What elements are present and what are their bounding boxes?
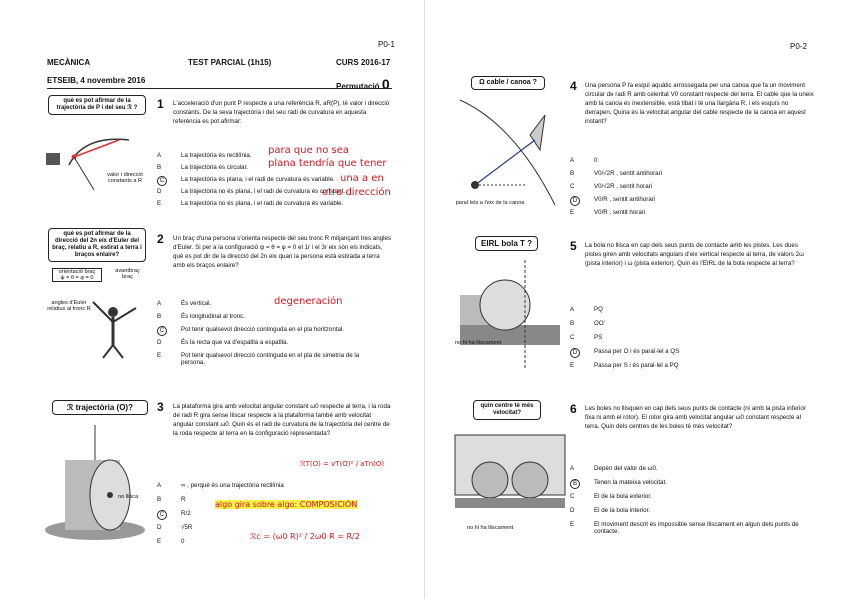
question-1-option-b[interactable]: B La trajectòria és circular. xyxy=(157,164,249,171)
question-4-option-a[interactable]: A 0 xyxy=(570,157,598,164)
wheel-center xyxy=(107,492,113,498)
question-2-fig-label-1: orientació braç ψ = θ = φ = 0 xyxy=(52,268,102,282)
question-1-figure xyxy=(44,125,154,195)
question-1-fig-label: valor i direcció constants a R xyxy=(107,172,143,184)
test-title: TEST PARCIAL (1h15) xyxy=(188,58,272,67)
question-4-fig-label: paral·lels a l'eix de la canoa xyxy=(455,200,525,206)
question-1-option-a[interactable]: A La trajectòria és rectilínia. xyxy=(157,152,252,159)
question-2-fig-label-3: angles d'Euler relatius al tronc R xyxy=(47,300,91,312)
question-5-option-c[interactable]: C PS xyxy=(570,334,603,341)
canoa-shape xyxy=(530,115,545,150)
outer-ball xyxy=(472,462,508,498)
course-year: CURS 2016-17 xyxy=(336,58,391,67)
lower-track xyxy=(455,498,565,508)
canoa-path xyxy=(460,100,555,205)
question-4-box: Ω cable / canoa ? xyxy=(471,76,545,90)
handwritten-highlight: algo gira sobre algo: COMPOSICIÓN xyxy=(215,500,358,509)
axis-line xyxy=(74,157,94,190)
handwritten-formula-2: ℛc = (ω0 R)² / 2ω0·R = R/2 xyxy=(250,532,360,541)
question-5-option-b[interactable]: B OO' xyxy=(570,320,605,327)
question-5-text: La bola no llisca en cap dels seus punts de contacte amb les pistes. Les dues pistes giren amb velocitats angulars d'eix vertical respecte al terra, de valors 2ω (pista interior) i ω (pista exterior). Quin és l'EIRL de la bola respecte al terra? xyxy=(585,242,804,267)
question-6-option-a[interactable]: A Depèn del valor de ω0. xyxy=(570,465,658,472)
question-5-option-d[interactable]: D Passa per O i és paral·lel a QS xyxy=(570,348,679,358)
question-4-option-b[interactable]: B V0/√2R , sentit antihorari xyxy=(570,170,663,177)
question-3-option-c[interactable]: C R/2 xyxy=(157,510,191,520)
question-2-box: què es pot afirmar de la direcció del 2n eix d'Euler del braç, relatiu a R, estirat a terra i braços enlaire? xyxy=(48,228,146,262)
header-rule xyxy=(47,88,392,89)
handwritten-note-3: una a en xyxy=(340,173,384,184)
permutation-label: Permutació 0 xyxy=(336,76,390,92)
person-head xyxy=(108,307,118,317)
question-3-box: ℛ trajectòria (O)? xyxy=(52,400,148,415)
question-2-option-c[interactable]: C Pot tenir qualsevol direcció continguda en el pla horitzontal. xyxy=(157,326,344,336)
question-3-option-a[interactable]: A ∞ , perquè és una trajectòria rectilínia xyxy=(157,482,284,489)
question-3-text: La plataforma gira amb velocitat angular constant ω0 respecte al terra, i la roda de radi R gira sense lliscar respecte a la plataforma també amb velocitat angular constant ω0. Quin és el radi de curvatura de la trajectòria del centre de la roda respecte al terra en la configuració representada? xyxy=(173,403,391,437)
person-leg-left xyxy=(103,345,113,358)
question-6-option-d[interactable]: D El de la bola interior. xyxy=(570,507,651,514)
question-5-fig-label: no hi ha lliscament xyxy=(454,340,502,346)
question-6-box: quin centre té més velocitat? xyxy=(473,400,541,420)
question-1-option-e[interactable]: E La trajectòria no és plana, i el radi de curvatura és variable. xyxy=(157,200,344,207)
reference-box xyxy=(46,153,60,165)
question-6-option-e[interactable]: E El moviment descrit és impossible sense lliscament en algun dels punts de contacte. xyxy=(570,521,799,535)
question-3-figure xyxy=(40,420,155,550)
question-3-number: 3 xyxy=(157,400,164,414)
question-4-option-d[interactable]: D V0/R , sentit antihorari xyxy=(570,196,655,206)
question-4-figure xyxy=(455,95,565,210)
question-3-fig-label-nollisca: no llisca xyxy=(118,494,139,500)
question-3-option-b[interactable]: B R xyxy=(157,496,186,503)
question-3-option-e[interactable]: E 0 xyxy=(157,538,185,545)
question-6-option-b[interactable]: B Tenen la mateixa velocitat. xyxy=(570,479,667,489)
question-1-text: L'acceleració d'un punt P respecte a una referència R, aR(P), té valor i direcció constants. De la seva trajectòria i del seu radi de curvatura en aquesta referència es pot afirmar: xyxy=(173,100,390,125)
question-6-fig-label: no hi ha lliscament xyxy=(466,525,514,531)
handwritten-formula-1: ℛT(O) = vT(O)² / aTn(O) xyxy=(300,460,385,468)
page-number: P0-2 xyxy=(790,42,807,51)
inner-ball xyxy=(512,462,548,498)
question-1-option-c[interactable]: C La trajectòria és plana, i el radi de curvatura és variable. xyxy=(157,176,335,186)
page-right xyxy=(424,0,848,599)
handwritten-note-5: degeneración xyxy=(274,296,343,307)
question-2-figure xyxy=(88,290,148,360)
question-5-figure xyxy=(455,255,565,375)
question-2-option-d[interactable]: D És la recta que va d'espatlla a espatlla. xyxy=(157,339,289,346)
handwritten-note-2: plana tendría que tener xyxy=(268,158,387,169)
question-4-text: Una persona P fa esquí aquàtic arrossegada per una canoa que fa un moviment circular de radi R amb celeritat V0 constant respecte del terra. El cable que la uneix amb la canoa és inextensible, està tibat i té una llargària R, i els esquís no derrapen. Quina és la velocitat angular del cable respecte de la canoa en aquest instant? xyxy=(585,82,814,125)
trajectory-curve xyxy=(69,139,129,165)
page-number: P0-1 xyxy=(378,40,395,49)
question-4-number: 4 xyxy=(570,79,577,93)
question-6-text: Les boles no llisquen en cap dels seus punts de contacte (ni amb la pista inferior fixa ni amb el rotor). El rotor gira amb velocitat angular ω0 constant respecte al terra. Quin dels centres de les boles té més velocitat? xyxy=(585,405,806,430)
question-5-option-e[interactable]: E Passa per S i és paral·lel a PQ xyxy=(570,362,679,369)
question-6-option-c[interactable]: C El de la bola exterior. xyxy=(570,493,652,500)
question-6-figure xyxy=(450,425,570,525)
cable-line xyxy=(475,140,535,185)
course-title: MECÀNICA xyxy=(47,58,91,67)
ball xyxy=(480,280,530,330)
person-leg-right xyxy=(113,345,123,358)
question-2-text: Un braç d'una persona s'orienta respecte del seu tronc R mitjançant tres angles d'Euler. Si per a la configuració ψ = θ = φ = 0 el 1r i el 3r eix són els indicats, què es pot dir de la direcció del 2n eix quan la persona està estirada a terra amb els braços enlaire? xyxy=(173,235,392,269)
question-2-option-b[interactable]: B És longitudinal al tronc. xyxy=(157,313,245,320)
question-4-option-c[interactable]: C V0/√2R , sentit horari xyxy=(570,183,653,190)
question-2-option-e[interactable]: E Pot tenir qualsevol direcció continguda en el pla de simetria de la persona. xyxy=(157,352,360,366)
question-5-box: EIRL bola T ? xyxy=(475,236,538,251)
handwritten-note-1: para que no sea xyxy=(268,145,350,156)
question-2-fig-label-2: avantbraç braç xyxy=(115,268,140,280)
question-1-option-d[interactable]: D La trajectòria no és plana, i el radi de curvatura és constant. xyxy=(157,188,346,195)
question-5-number: 5 xyxy=(570,239,577,253)
question-1-box: què es pot afirmar de la trajectòria de P i del seu ℛ ? xyxy=(48,95,146,115)
question-5-option-a[interactable]: A PQ xyxy=(570,306,603,313)
rotor xyxy=(455,435,565,495)
question-6-number: 6 xyxy=(570,402,577,416)
question-3-option-d[interactable]: D √5R xyxy=(157,524,193,531)
question-4-option-e[interactable]: E V0/R , sentit horari xyxy=(570,209,646,216)
question-2-number: 2 xyxy=(157,232,164,246)
question-2-option-a[interactable]: A És vertical. xyxy=(157,300,212,307)
exam-date: ETSEIB, 4 novembre 2016 xyxy=(47,76,146,85)
handwritten-note-4: otra dirección xyxy=(322,187,391,198)
question-1-number: 1 xyxy=(157,97,164,111)
